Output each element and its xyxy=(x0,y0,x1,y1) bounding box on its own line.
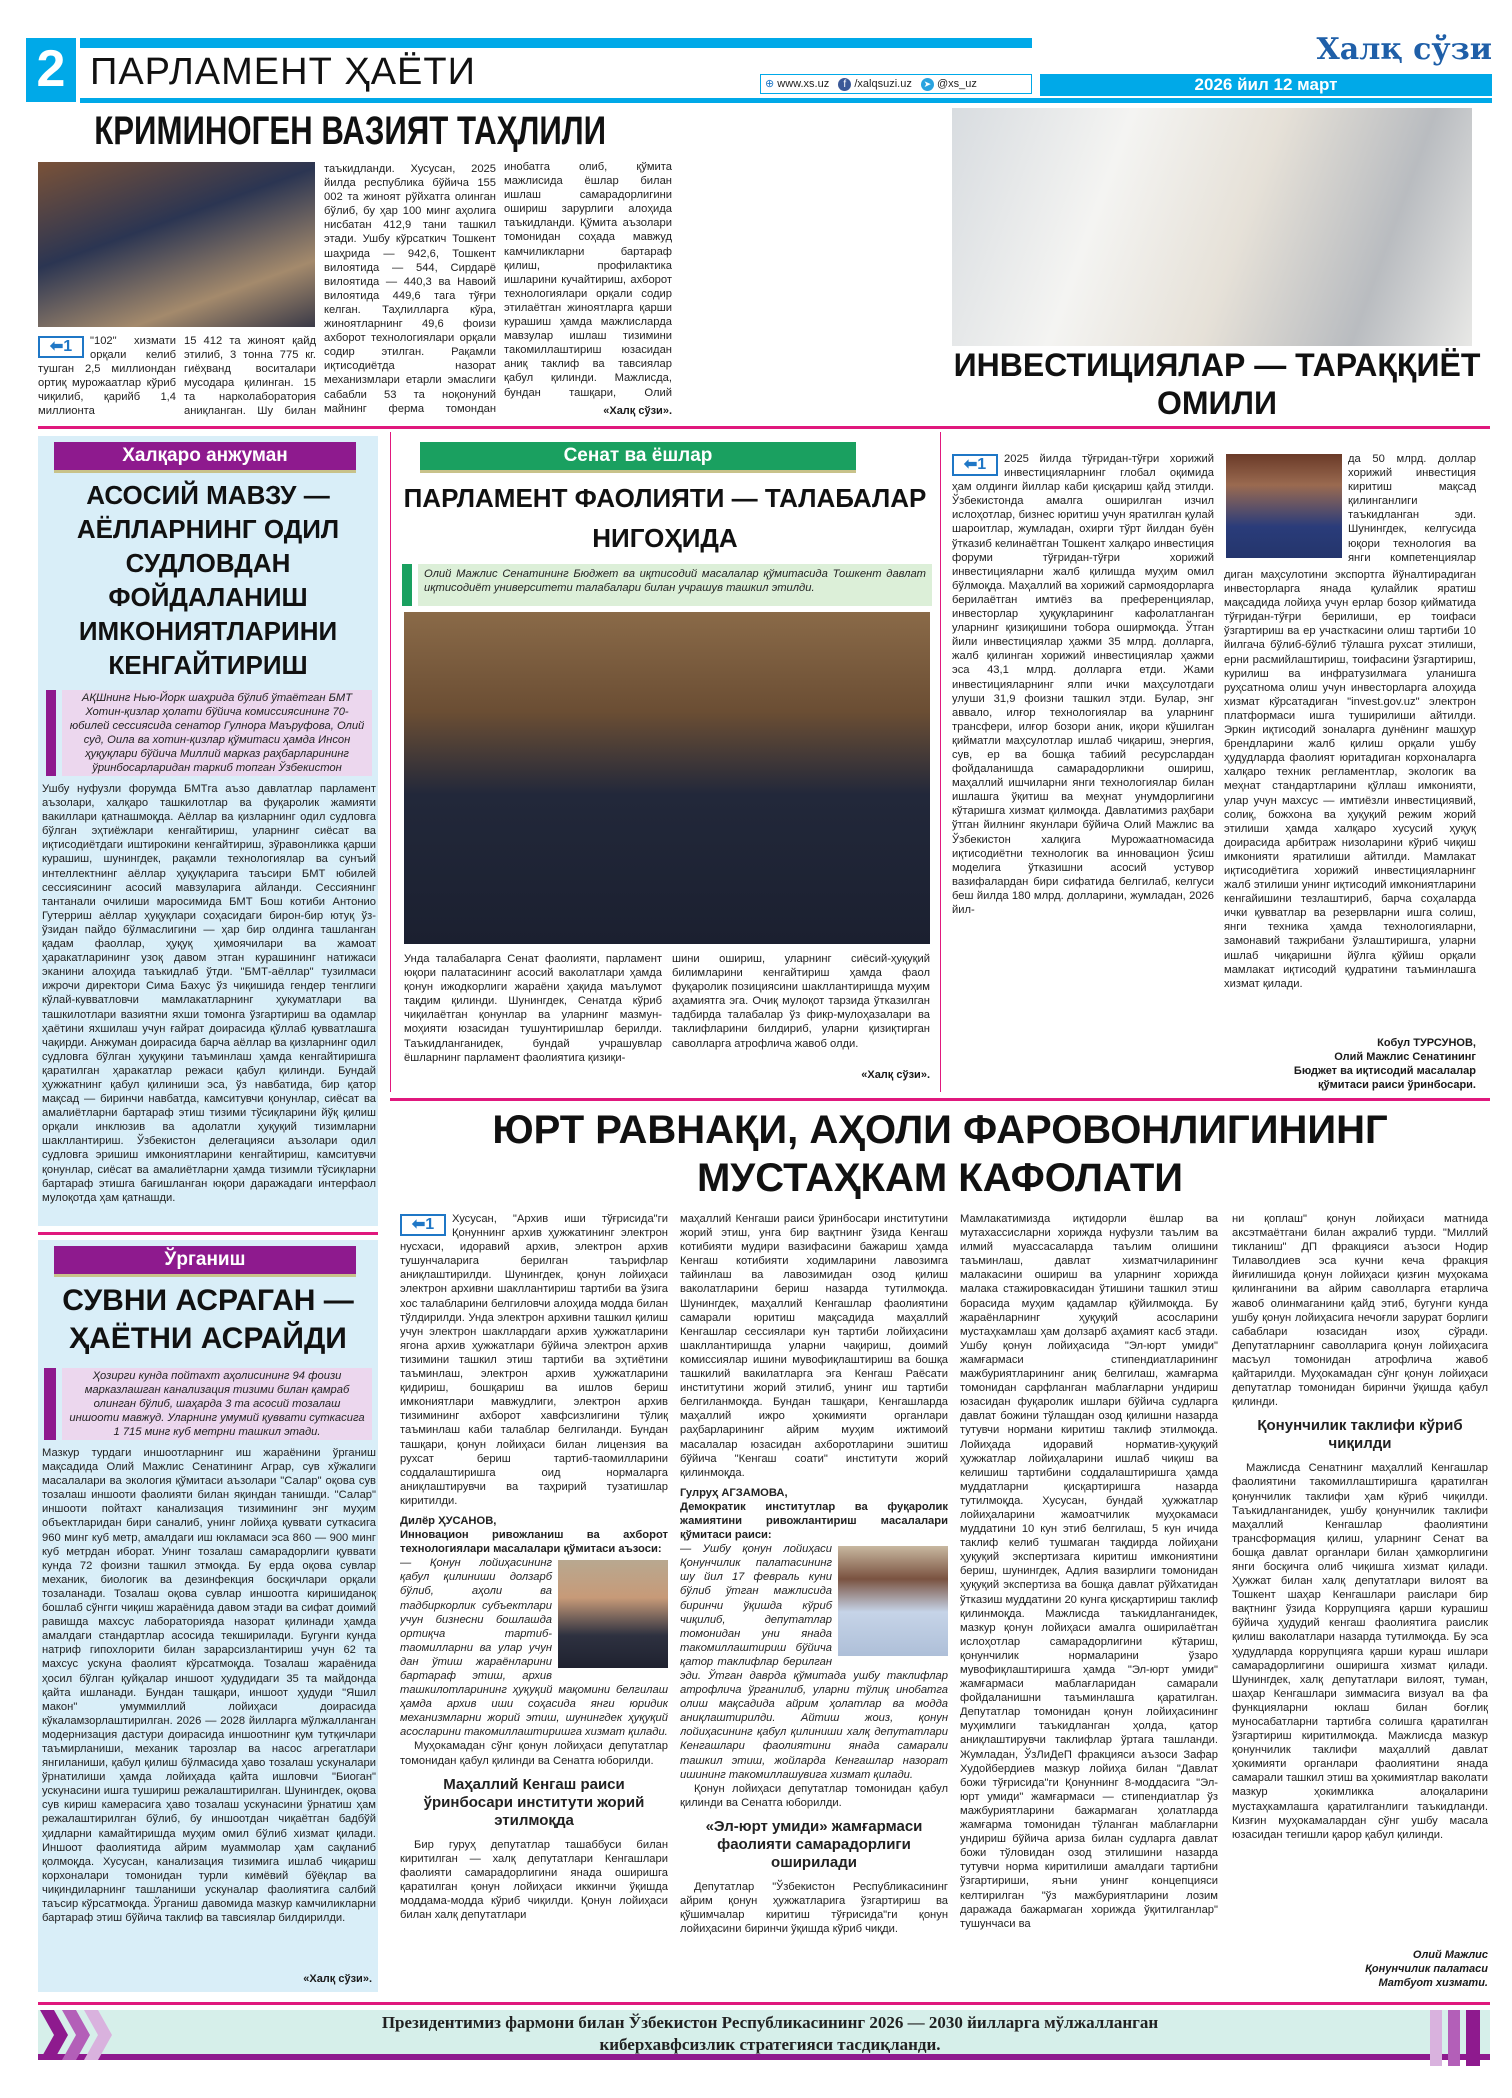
sub2-body: Депутатлар "Ўзбекистон Республикасининг айрим қонун ҳужжатларига ўзгартириш ва қўшимчалар киритиш тўғрисида"ги қонун лойиҳасини биринчи ўқишда кўриб чиқди. xyxy=(680,1880,948,1936)
newspaper-logo: Халқ сўзи xyxy=(1316,32,1492,67)
source-line-3: Матбуот хизмати. xyxy=(1378,1977,1488,1989)
globe-icon: ⊕ xyxy=(765,78,775,90)
article5-headline: ЮРТ РАВНАҚИ, АҲОЛИ ФАРОВОНЛИГИНИНГ МУСТАҲКАМ КАФОЛАТИ xyxy=(492,1108,1388,1200)
article1-headline: КРИМИНОГЕН ВАЗИЯТ ТАҲЛИЛИ xyxy=(94,109,606,153)
section-title: ПАРЛАМЕНТ ҲАЁТИ xyxy=(90,51,476,93)
subheading-3: Қонунчилик таклифи кўриб чиқилди xyxy=(1257,1417,1463,1453)
article4-col2: шини ошириш, уларнинг сиёсий-ҳуқуқий билимларини кенгайтириш ҳамда фаол фуқаролик позициясини шакллантиришда муҳим аҳамиятга эга. Очиқ мулоқот тарзида ўтказилган тадбирда талабалар ўз фикр-мулоҳазалари ва таклифларини билдириб, уларни қизиқтирган саволларга атрофлича жавоб олди. xyxy=(672,953,930,1050)
article5-col4: ни қоплаш" қонун лойиҳаси матнида аксэтмаётгани билан ажралиб турди. "Миллий тикланиш" ДП фракцияси аъзоси Нодир Тилаволдиев эса кучни кеча фракция йиғилишида қонун лойиҳаси қизғин муҳокама қилинганини ва айрим саволларга етарлича жавоб олинмаганини қайд этиб, бугунги кунда ушбу қонун лойиҳасига нечоғли зарурат борлиги сабаблари юзасидан изоҳ сўради. Депутатларнинг саволларига қонун лойиҳасига масъул томонидан атрофлича жавоб қайтарилди. Муҳокамадан сўнг қонун лойиҳаси депутатлар томонидан биринчи ўқишда қабул қилинди. Қонунчилик таклифи кўриб чиқилди Мажлисда Сенатнинг маҳаллий Кенгашлар фаолиятини такомиллаштиришга қаратилган қонунчилик таклифи ҳам кўриб чиқилди. Таъкидланганидек, ушбу қонунчилик таклифи маҳаллий Кенгашлар фаолиятини трансформация қилиш, уларнинг Сенат ва бошқа давлат органлари билан ҳамкорлигини янги босқичга олиб чиқишга хизмат қилади. Ҳужжат билан халқ депутатлари вилоят ва Тошкент шаҳар Кенгашлари раислари бир вақтнинг ўзида Коррупцияга қарши курашиш бўйича ҳудудий кенгаш фаолиятига раислик қилиш ваколатлари назарда тутилмоқда. Бу эса ҳудудларда коррупцияга қарши кураш ишлари самарадорлигини оширишга хизмат қилади. Шунингдек, халқ депутатлари вилоят, туман, шаҳар Кенгашлари зиммасига визуал ва фа функцияларни юклаш билан боғлиқ муносабатларни тартибга солишга қаратилган ўзгартириш киритилмоқда. Мажлисда мазкур қонунчилик таклифи маҳаллий давлат ҳокимияти органлари фаолиятини янада самарали ташкил этиш ва ҳокимиятлар ваколати мазкур ҳокимликка алоқаларини мустаҳкамлашга қаратилганлиги таъкидланди. Кизғин муҳокамалардан сўнг ушбу масала юзасидан тегишли қарор қабул қилинди. xyxy=(1232,1213,1488,1841)
masthead-bar xyxy=(80,38,1032,48)
site-link[interactable]: www.xs.uz xyxy=(777,78,830,90)
author-role-2: Бюджет ва иқтисодий масалалар xyxy=(1293,1065,1476,1077)
speaker1-role: Инновацион ривожланиш ва ахборот технологиялари масалалари қўмитаси аъзоси: xyxy=(400,1529,668,1556)
article6-headline: СУВНИ АСРАГАН — ҲАЁТНИ АСРАЙДИ xyxy=(62,1284,354,1355)
continued-arrow-icon[interactable]: ⬅1 xyxy=(38,336,84,358)
article5-col2: маҳаллий Кенгаши раиси ўринбосари институтини жорий этиш, унга бир вақтнинг ўзида Кенгаш котибияти мудири вазифасини бажариш ҳамда Кенгаш котибияти ходимларини лавозимга тайинлаш ва лавозимидан озод қилиш ваколатларини бериш назарда тутилмоқда. Шунингдек, маҳаллий Кенгашлар фаолиятини самарали юритиш мақсадида маҳаллий Кенгашлар сессиялари кун тартиби лойиҳасини шакллантиришда уларни чақириш, доимий комиссиялар ишини мувофиқлаштириш ва бошқа ташкилий вакилатларга эга Кенгаш Раёсати институтини жорий этилиб, унинг иш тартиби белгиланмоқда. Бундан ташқари, Кенгашларда маҳаллий ижро ҳокимияти органлари раҳбарларининг айрим муҳим ижтимоий масалалар юзасидан ахборотларини эшитиш бўйича "Кенгаш соати" институти жорий қилинмоқда. Гулруҳ АГЗАМОВА, Демократик институтлар ва фуқаролик жамиятини ривожлантириш масалалари қўмитаси раиси: — Ушбу қонун лойиҳаси Қонунчилик палатасининг шу йил 17 февраль куни бўлиб ўтган мажлисида биринчи ўқишда кўриб чиқилиб, депутатлар томонидан уни янада такомиллаштириш бўйича қатор таклифлар берилган эди. Ўтган даврда қўмитада ушбу таклифлар атрофлича ўрганилиб, уларни тўлиқ инобатга олиш мақсадида айрим ҳолатлар ва модда аниқлаштирилди. Айтиш жоиз, қонун лойиҳасининг қабул қилиниши халқ депутатлари Кенгашлари фаолиятини янада самарали ташкил этиш, жойларда Кенгашлар назорат ишининг такомиллашувига хизмат қилади. Қонун лойиҳаси депутатлар томонидан қабул қилинди ва Сенатга юборилди. «Эл-юрт умиди» жамғармаси фаолияти самарадорлиги оширилади Депутатлар "Ўзбекистон Республикасининг айрим қонун ҳужжатларига ўзгартириш ва қўшимчалар киритиш тўғрисида"ги қонун лойиҳасини биринчи ўқишда кўриб чиқди. xyxy=(680,1213,948,1936)
continued-arrow-icon[interactable]: ⬅1 xyxy=(400,1214,446,1236)
article5-col3: Мамлакатимизда иқтидорли ёшлар ва мутахассисларни хорижда нуфузли таълим ва илмий муассасаларда таълим олишини таъминлаш, давлат хизматчиларининг малакасини ошириш ва уларнинг хорижда малака стажировкасидан ўтишини ташкил этиш борасида муҳим қадамлар қўйилмоқда. Бу жараёнларнинг ҳуқуқий асосларини мустаҳкамлаш ҳам долзарб аҳамият касб этади. Ушбу қонун лойиҳасида "Эл-юрт умиди" жамғармаси стипендиатларининг мажбуриятларининг аниқ белгилаш, жамғарма томонидан сарфланган маблағларни ундириш юзасидан фуқаролик ишлари бўйича судларга давлат божини тўлашдан озод қилишни назарда тутувчи нормани киритиш таклиф этилмоқда. Лойиҳада идоравий норматив-ҳуқуқий ҳужжатлар лойиҳаларини ишлаб чиқиш ва келишиш тартибини соддалаштиришга ҳамда муддатларни қисқартиришга назарда тутилмоқда. Хусусан, бундай ҳужжатлар лойиҳаларини жамоатчилик муҳокамаси муддатини 10 кун этиб белгилаш, 5 кун ичида таклиф келиб тушмаган тақдирда лойиҳани ҳуқуқий экспертизага киритиш имкониятини бериш, шунингдек, Адлия вазирлиги томонидан ҳуқуқий экспертиза ва бошқа давлат рўйхатидан ўтказиш муддатини 20 кунга қисқартириш таклиф қилинмоқда. Мажлисда таъкидланганидек, мазкур қонун лойиҳаси амалга оширилаётган ислоҳотлар самарадорлигини кўтариш, қонунчилик нормаларини ўзаро мувофиқлаштиришга ҳамда "Эл-юрт умиди" жамғармаси маблағларидан самарали фойдаланишни таъминлашга қаратилган. Депутатлар томонидан қонун лойиҳасининг муҳимлиги таъкидланган ҳолда, қатор аниқлаштирувчи таклифлар ўртага ташланди. Жумладан, ЎзЛиДеП фракцияси аъзоси Зафар Худойбердиев мазкур лойиҳа билан "Давлат божи тўғрисида"ги Қонуннинг 8-моддасига "Эл-юрт умиди" жамғармаси — стипендиатлар ўз мажбуриятларини бажармаган ҳолатларда жамғарма томонидан тўланган маблағларни ундириш бўйича ариза билан судларга давлат божи тўловидан озод этилишини назарда тутувчи норма киритилиши амалдаги тартибни ўзгартириши, яъни унинг концепцияси келтирилган "ўз мажбуриятларини лозим даражада бажармаган хорижда ўқитилганлар" тушунчаси ва xyxy=(960,1213,1218,1930)
article2-frame xyxy=(940,432,941,1092)
end-bars-icon xyxy=(1430,2010,1488,2066)
source-line-1: Олий Мажлис xyxy=(1412,1949,1488,1961)
facebook-link[interactable]: /xalqsuzi.uz xyxy=(854,78,912,90)
sub1-body: Бир гуруҳ депутатлар ташаббуси билан киритилган — халқ депутатлари Кенгашлари фаолияти самарадорлигини янада оширишга қаратилган қонун лойиҳаси иккинчи ўқишда моддама-модда кўриб чиқилди. Қонун лойиҳаси билан халқ депутатлари xyxy=(400,1838,668,1922)
students-photo xyxy=(404,612,930,944)
author-name: Кобул ТУРСУНОВ, xyxy=(1377,1037,1476,1049)
speaker1-photo xyxy=(558,1560,668,1668)
article3-headline: АСОСИЙ МАВЗУ — АЁЛЛАРНИНГ ОДИЛ СУДЛОВДАН ФОЙДАЛАНИШ ИМКОНИЯТЛАРИНИ КЕНГАЙТИРИШ xyxy=(76,480,340,680)
article4-headline: ПАРЛАМЕНТ ФАОЛИЯТИ — ТАЛАБАЛАР НИГОҲИДА xyxy=(403,483,927,553)
article4-lead: Олий Мажлис Сенатининг Бюджет ва иқтисодий масалалар қўмитасида Тошкент давлат иқтисодиёт университети талабалари билан учрашув ташкил этилди. xyxy=(418,564,932,606)
speaker1-quote: — Қонун лойиҳасининг қабул қилиниши долзарб бўлиб, аҳоли ва тадбиркорлик субъектлари учун бизнесни бошлашда ортиқча тартиб-таомилларни ва улар учун дан ўтиш жараёнларини бартараф этиш, архив ташкилотларининг ҳуқуқий мақомини белгилаш ҳамда архив иши соҳасида янги юридик механизмларни жорий этиш, шунингдек ҳуқуқий асосларини такомиллаштиришга хизмат қилади. xyxy=(400,1557,668,1739)
author-role-1: Олий Мажлис Сенатининг xyxy=(1334,1051,1476,1063)
author-role-3: қўмитаси раиси ўринбосари. xyxy=(1317,1079,1476,1091)
col4b-body: Мажлисда Сенатнинг маҳаллий Кенгашлар фаолиятини такомиллаштиришга қаратилган қонунчилик таклифи ҳам кўриб чиқилди. Таъкидланганидек, ушбу қонунчилик таклифи маҳаллий Кенгашлар фаолиятини трансформация қилиш, уларнинг Сенат ва бошқа давлат органлари билан ҳамкорлигини янги босқичга олиб чиқишга хизмат қилади. Ҳужжат билан халқ депутатлари вилоят ва Тошкент шаҳар Кенгашлари раислари бир вақтнинг ўзида Коррупцияга қарши курашиш бўйича ҳудудий кенгаш фаолиятига раислик қилиш ваколатлари назарда тутилмоқда. Бу эса ҳудудларда коррупцияга қарши кураш ишлари самарадорлигини оширишга хизмат қилади. Шунингдек, халқ депутатлари вилоят, туман, шаҳар Кенгашлари зиммасига визуал ва фа функцияларни юклаш билан боғлиқ муносабатларни тартибга солишга қаратилган ўзгартириш киритилмоқда. Мажлисда мазкур қонунчилик таклифи маҳаллий давлат ҳокимияти органлари фаолиятини янада самарали ташкил этиш ва ҳокимиятлар ваколати мазкур ҳокимликка алоқаларини мустаҳкамлашга қаратилганлиги таъкидланди. Кизғин муҳокамалардан сўнг ушбу масала юзасидан тегишли қарор қабул қилинди. xyxy=(1232,1462,1488,1841)
article4-col1: Унда талабаларга Сенат фаолияти, парламент юқори палатасининг асосий ваколатлари ҳамда қонун ижодкорлиги жараёни ҳақида маълумот тақдим қилинди. Шунингдек, Сенатда кўриб чиқилаётган қонунлар ва уларнинг мазмун-моҳияти юзасидан тушунтиришлар берилди. Таъкидланганидек, бундай учрашувлар ёшларнинг парламент фаолиятига қизиқи- xyxy=(404,953,662,1064)
article6-body: Мазкур турдаги иншоотларнинг иш жараёнини ўрганиш мақсадида Олий Мажлис Сенатининг Аграр, сув хўжалиги масалалари ва экология қўмитаси аъзолари "Салар" оқова сув тозалаш иншооти фаолияти билан яқиндан танишди. "Салар" иншооти пойтахт канализация тизимининг энг муҳим объектларидан бири саналиб, унинг лойиҳа қуввати суткасига 960 минг куб метр, амалдаги иш юкламаси эса 860 — 900 минг куб метрдан иборат. Унинг тозалаш самарадорлиги қуввати кунда 72 фоизни ташкил этмоқда. Бу ерда оқова сувлар механик, биологик ва дезинфекция босқичлари орқали тозаланади. Тозалаш оқова сувлар иншоотга киришиданоқ бошлаб сўнгги чиқиш жараёнида давом этади ва сифат доимий равишда махсус лабораторияда назорат қилинади ҳамда амалдаги стандартлар асосида текширилади. Бугунги кунда натриф гипохлорити билан зарарсизлантириш учун 62 та махсус ускуна фаолият кўрсатмоқда. Тозалаш жараёнида ҳосил бўлган қуйқалар иншоот ҳудудидаги 35 та майдонда қайта ишланади. Бундан ташқари, иншоот ҳудуди "Яшил макон" умуммиллий лойиҳаси доирасида кўкаламзорлаштирилган. 2026 — 2028 йилларга мўлжалланган модернизация дастури доирасида иншоотнинг қум тутқичлари таъмирланиши, механик тарозлар ва насос агрегатлари янгиланиши, қабул қилиш бўлмасида ҳаво тозалаш ускуналари ўрнатилиши ҳамда лойиҳада қайта ишловчи "Биоган" ускунасини ишга тушириш режалаштирилган. Шунингдек, оқова сув кириш камерасига ҳаво тозалаш ускунасини ўрнатиш ҳам режалаштирилган бўлиб, бу иншоотдан чиқаётган бадбўй ҳидларни камайтиришда муҳим омил бўлиб хизмат қилади. Иншоот фаолиятида айрим муаммолар ҳам сақланиб қолмоқда. Хусусан, канализация тизимига ишлаб чиқариш корхоналари томонидан турли кимёвий бўёқлар ва чиқиндиларнинг ташланиши ускуналар фаолиятига салбий таъсир кўрсатмоқда. Ўрганиш давомида мазкур камчиликларни бартараф этиш бўйича таклиф ва тавсиялар билдирилди. xyxy=(42,1447,376,1925)
col1-end: Муҳокамадан сўнг қонун лойиҳаси депутатлар томонидан қабул қилинди ва Сенатга юборилди. xyxy=(400,1740,668,1767)
article6-rubric: Ўрганиш xyxy=(54,1246,356,1277)
lead-marker xyxy=(44,1368,56,1440)
speaker2-photo xyxy=(838,1546,948,1656)
footer-line-2: киберхавфсизлик стратегияси тасдиқланди. xyxy=(599,2035,941,2054)
lead-marker xyxy=(402,564,412,606)
issue-date: 2026 йил 12 март xyxy=(1040,74,1492,96)
article3-body: Ушбу нуфузли форумда БМТга аъзо давлатлар парламент аъзолари, халқаро ташкилотлар ва фуқаролик жамияти вакиллари қатнашмоқда. Аёллар ва қизларнинг одил судловга бўлган эҳтиёжлари кенгайтириш, уларнинг сиёсат ва иқтисодиётдаги иштирокини кенгайтириш, зўравонликка қарши курашиш, шунингдек, рақамли технологиялар ва сунъий интеллектнинг аёллар ҳуқуқларига таъсири БМТ юбилей сессиясининг асосий мавзуларига айланди. Сессиянинг тантанали очилиши маросимида БМТ Бош котиби Антонио Гутерриш аёллар ҳуқуқлари соҳасидаги бирон-бир ютуқ ўз-ўзидан пайдо бўлмаслигини — ҳар бир олдинга ташланган қадам фаоллар, ҳуқуқ ҳимоячилари ва жамоат ҳаракатларининг узоқ давом этган курашининг натижаси эканини алоҳида таъкидлаб ўтди. "БМТ-аёллар" тузилмаси ижрочи директори Сима Бахус ўз чиқишида гендер тенглиги кўлай-кувватловчи мамлакатларнинг ҳукуматлари ва ташкилотлари вазиятни яхши томонга ўзгартириш ва одамлар ҳаётини яхшилаш учун ғайрат доирасида қўллаб қувватлашга чақирди. Анжуман доирасида барча аёллар ва қизларнинг одил судловга бўлган ҳуқуқини таъминлаш ҳамда кенгайтиришга қаратилган ҳаракатлар режаси қабул қилинди. Бундай ҳужжатнинг қабул қилиниши эса, ўз навбатида, бир қатор мақсад — биринчи навбатда, камситувчи қонунлар, сиёсат ва амалиётларни бартараф этиш тизими тўсиқларини йўқ қилиш орқали инклюзив ва адолатли ҳуқуқий тизимларни шакллантириш. Ўзбекистон делегацияси аъзолари одил судловга эришиш имкониятларини кенгайтириш, камситувчи қонунлар, сиёсат ва амалиётларни ҳамда тизимли тўсиқларни бартараф этишга бағишланган юқори даражадаги интерфаол мулоқотда ҳам қатнашди. xyxy=(42,783,376,1204)
masthead-bottom-bar xyxy=(80,98,1492,103)
divider xyxy=(38,426,1490,429)
speaker1-name: Дилёр ҲУСАНОВ, xyxy=(400,1514,497,1527)
facebook-icon: f xyxy=(838,78,851,91)
article2-col2a: да 50 млрд. доллар хорижий инвестиция киритиш мақсад қилинганлиги таъкидланган эди. Шунингдек, келгусида юқори технология ва янги компетенциялар xyxy=(1348,453,1476,564)
article1-col2: 15 412 та жиноят қайд этилиб, 3 тонна 775 кг. гиёҳванд воситалари мусодара қилинган. 15 та нарколаборатория аниқланган. Шу билан xyxy=(184,335,316,418)
source-line-2: Қонунчилик палатаси xyxy=(1365,1963,1488,1975)
speaker2-quote: — Ушбу қонун лойиҳаси Қонунчилик палатасининг шу йил 17 февраль куни бўлиб ўтган мажлисида биринчи ўқишда кўриб чиқилиб, депутатлар томонидан уни янада такомиллаштириш бўйича қатор таклифлар берилган эди. Ўтган даврда қўмитада ушбу таклифлар атрофлича ўрганилиб, уларни тўлиқ инобатга олиш мақсадида айрим ҳолатлар ва модда аниқлаштирилди. Айтиш жоиз, қонун лойиҳасининг қабул қилиниши халқ депутатлари Кенгашлари фаолиятини янада самарали ташкил этиш, жойларда Кенгашлар назорат ишининг такомиллашувига хизмат қилади. xyxy=(680,1543,948,1781)
article4-frame xyxy=(390,432,391,1092)
article3-lead: АҚШнинг Нью-Йорк шаҳрида бўлиб ўтаётган БМТ Хотин-қизлар ҳолати бўйича комиссиясининг 70-юбилей сессиясида сенатор Гулнора Маъруфова, Олий суд, Оила ва хотин-қизлар қўмитаси ҳамда Инсон ҳуқуқлари бўйича Миллий марказ раҳбарларининг ўринбосарларидан таркиб топган Ўзбекистон xyxy=(62,690,372,776)
article1-source: «Халқ сўзи». xyxy=(603,405,672,417)
article2-col2b: диган маҳсулотини экспортга йўналтирадиган инвесторларга янада қулайлик яратиш мақсадида лойиҳа учун ерлар бозор қийматида тўғридан-тўғри берилиши, ер тоифаси ўзгартириш ва ер участкасини олиш тартиби 10 йилгача бўлиб-бўлиб тўлашга рухсат этилиши, ерни расмийлаштириш, тоифасини ўзгартириш, курилиш ва инфратузилмага уланишга руҳсатнома олиш учун инвесторларга алоҳида хизмат кўрсатадиган "invest.gov.uz" электрон платформаси ишга туширилиши айтилди. Эркин иқтисодий зоналарга дунёнинг машҳур брендларини жалб қилиш орқали ушбу ҳудудларда фаолият юритадиган корхоналарга халқаро техник регламентлар, экологик ва меҳнат стандартларини қўллаш имконияти, улар учун махсус — имтиёзли инвестициявий, солиқ, божхона ва ҳуқуқий режим жорий этилиши ҳамда халқаро хусусий ҳуқуқ доирасида арбитраж низоларини кўриб чиқиш имконияти яратилиши айтилди. Мамлакат иқтисодиётига хорижий инвестицияларнинг жалб этилиши унинг иқтисодий имкониятларини кенгайишини тезлаштириб, барча соҳаларда ички қувватлар ва резервларни ишга солиш, янги техника ҳамда технологияларни, замонавий тажрибани ўзлаштиришга, уларни ишлаб чиқаришни йўлга қўйиш орқали мамлакат иқтисодий қудратини таъминлашга хизмат қилади. xyxy=(1224,569,1476,990)
article6-lead: Ҳозирги кунда пойтахт аҳолисининг 94 фоизи марказлашган канализация тизими билан қамраб олинган бўлиб, шаҳарда 3 та асосий тозалаш иншооти мавжуд. Уларнинг умумий қуввати суткасига 1 715 минг куб метрни ташкил этади. xyxy=(62,1368,372,1440)
article1-col1: ⬅1 "102" хизмати орқали келиб тушган 2,5 миллиондан ортиқ мурожаатлар кўриб чиқилиб, қарийб 1,4 миллионта xyxy=(38,335,176,418)
article4-rubric: Сенат ва ёшлар xyxy=(420,442,856,473)
article1-col4: инобатга олиб, қўмита мажлисида ёшлар билан ишлаш самарадорлигини ошириш зарурлиги алоҳида таъкидланди. Қўмита аъзолари томонидан соҳада мавжуд камчиликларни бартараф қилиш, профилактика ишларини кучайтириш, ахборот технологиялари орқали содир этилаётган жиноятларга қарши курашиш ҳамда мажлисларда мавзулар ишлаш тизимини такомиллаштириш юзасидан аниқ таклиф ва тавсиялар қабул қилинди. Мажлисда, бундан ташқари, Олий xyxy=(504,161,672,399)
article6-source: «Халқ сўзи». xyxy=(303,1973,372,1985)
footer-divider xyxy=(38,2002,1490,2005)
page-number: 2 xyxy=(36,40,66,98)
footer-line-1: Президентимиз фармони билан Ўзбекистон Республикасининг 2026 — 2030 йилларга мўлжалланган xyxy=(381,2013,1159,2032)
col2-end: Қонун лойиҳаси депутатлар томонидан қабул қилинди ва Сенатга юборилди. xyxy=(680,1782,948,1809)
article1-col3: таъкидланди. Хусусан, 2025 йилда республика бўйича 155 002 та жиноят рўйхатга олинган бўлиб, бу ҳар 100 минг аҳолига нисбатан 412,9 тани ташкил этади. Ушбу кўрсаткич Тошкент шаҳрида — 942,6, Тошкент вилоятида — 544, Сирдарё вилоятида — 440,3 ва Навоий вилоятида 449,6 тага тўғри келган. Таҳлилларга кўра, жиноятларнинг 49,6 фоизи ахборот технологиялари орқали содир этилган. Рақамли иқтисодиётда назорат механизмлари етарли эмаслиги сабабли 53 та ноқонуний майнинг ферма томондан xyxy=(324,163,496,415)
factory-photo xyxy=(952,108,1472,346)
article5-source xyxy=(1232,1948,1488,1994)
article3-rubric: Халқаро анжуман xyxy=(54,442,356,473)
speaker2-name: Гулруҳ АГЗАМОВА, xyxy=(680,1486,788,1499)
telegram-link[interactable]: @xs_uz xyxy=(936,78,977,90)
chevrons-icon xyxy=(40,2010,114,2060)
article5-col1: ⬅1 Хусусан, "Архив иши тўғрисида"ги Қонуннинг архив ҳужжатининг электрон нусхаси, идоравий архив, электрон архив тушунчаларига берилган таърифлар аниқлаштирилди. Шунингдек, қонун лойиҳаси электрон архивни шакллантириш тартиби ва ўзига хос талабларини белгиловчи алоҳида модда билан тўлдирилди. Унда электрон архивни ташкил қилиш учун электрон шакллардаги архив ҳужжатларини ягона архив ҳужжатлари бўйича электрон архив тизимини ташкил этиш тартиби ва эҳтиётини таъминлаш, электрон архив ҳужжатларини қидириш, бошқариш ва ишлов бериш имкониятлари мавжудлиги, электрон архив тизимининг ахборот хавфсизлигини тўлиқ таъминлаш каби талаблар белгиланди. Бундан ташқари, қонун лойиҳаси билан лицензия ва рухсат бериш тартиб-таомилларини соддалаштиришга оид нормаларга аниқлаштирувчи ва таҳририй тузатишлар киритилди. Дилёр ҲУСАНОВ, Инновацион ривожланиш ва ахборот технологиялари масалалари қўмитаси аъзоси: — Қонун лойиҳасининг қабул қилиниши долзарб бўлиб, аҳоли ва тадбиркорлик субъектлари учун бизнесни бошлашда ортиқча тартиб-таомилларни ва улар учун дан ўтиш жараёнларини бартараф этиш, архив ташкилотларининг ҳуқуқий мақомини белгилаш ҳамда архив иши соҳасида янги юридик механизмларни жорий этиш, шунингдек ҳуқуқий асосларини такомиллаштиришга хизмат қилади. Муҳокамадан сўнг қонун лойиҳаси депутатлар томонидан қабул қилинди ва Сенатга юборилди. Маҳаллий Кенгаш раиси ўринбосари институти жорий этилмоқда Бир гуруҳ депутатлар ташаббуси билан киритилган — халқ депутатлари Кенгашлари фаолияти самарадорлигини янада оширишга қаратилган қонун лойиҳаси иккинчи ўқишда моддама-модда кўриб чиқилди. Қонун лойиҳаси билан халқ депутатлари xyxy=(400,1213,668,1922)
continued-arrow-icon[interactable]: ⬅1 xyxy=(952,454,998,476)
speaker2-role: Демократик институтлар ва фуқаролик жамиятини ривожлантириш масалалари қўмитаси раиси: xyxy=(680,1500,948,1542)
social-strip xyxy=(760,74,1032,94)
subheading-1: Маҳаллий Кенгаш раиси ўринбосари институти жорий этилмоқда xyxy=(423,1775,645,1829)
meeting-photo xyxy=(38,162,315,327)
senator-photo xyxy=(1226,454,1342,558)
article2-col1: ⬅1 2025 йилда тўғридан-тўғри хорижий инвестицияларнинг глобал оқимида ҳам олдинги йиллар каби қисқариш қайд этилди. Ўзбекистонда амалга оширилган изчил ислоҳотлар, бизнес юритиш учун яратилган қулай шароитлар, жумладан, охирги тўрт йилдан буён ўтказиб келинаётган Тошкент халқаро инвестиция форуми тўғридан-тўғри хорижий инвестицияларни жалб қилишда муҳим омил бўлмоқда. Маҳаллий ва хорижий сармоядорларга берилаётган имтиёз ва преференциялар, инвесторлар ҳуқуқларининг кафолатланган уларнинг қизиқишини тобора оширмоқда. Ўтган йили инвестициялар ҳажми 35 млрд. долларга, жалб қилинган хорижий инвестициялар ҳажми эса 43,1 млрд. долларга етди. Жами инвестицияларнинг ялпи ички маҳсулотдаги улуши 31,9 фоизни ташкил этди. Булар, энг аввало, илғор технологиялар ва уларнинг трансфери, илғор бозори аник, иқори кўшилган қийматли маҳсулотлар ишлаб чиқариш, энергия, сув, ер ва бошқа табиий ресурслардан фойдаланишда самарадорликни ошириш, маҳаллий ишчиларни янги технологиялар билан ишлашга ўқитиш ва меҳнат унумдорлигини кўтаришга хизмат қилмоқда. Давлатимиз раҳбари ўтган йилнинг якунлари бўйича Олий Мажлис ва Ўзбекистон халқига Мурожаатномасида иқтисодиётни технологик ва инновацион ўсиш моделига ўтказишни асосий устувор вазифалардан бири сифатида белгилаб, келгуси беш йилда 180 млрд. долларини, жумладан, 2026 йил- xyxy=(952,453,1214,916)
article4-source: «Халқ сўзи». xyxy=(861,1069,930,1081)
divider xyxy=(390,1098,1490,1101)
subheading-2: «Эл-юрт умиди» жамғармаси фаолияти самарадорлиги оширилади xyxy=(705,1817,923,1871)
divider xyxy=(38,1232,378,1235)
article2-headline: ИНВЕСТИЦИЯЛАР — ТАРАҚҚИЁТ ОМИЛИ xyxy=(953,347,1481,421)
article2-author xyxy=(1224,1036,1476,1092)
telegram-icon: ➤ xyxy=(921,78,934,91)
chevron-icon xyxy=(40,2010,114,2060)
lead-marker xyxy=(46,690,56,776)
footer-text xyxy=(120,2012,1420,2056)
